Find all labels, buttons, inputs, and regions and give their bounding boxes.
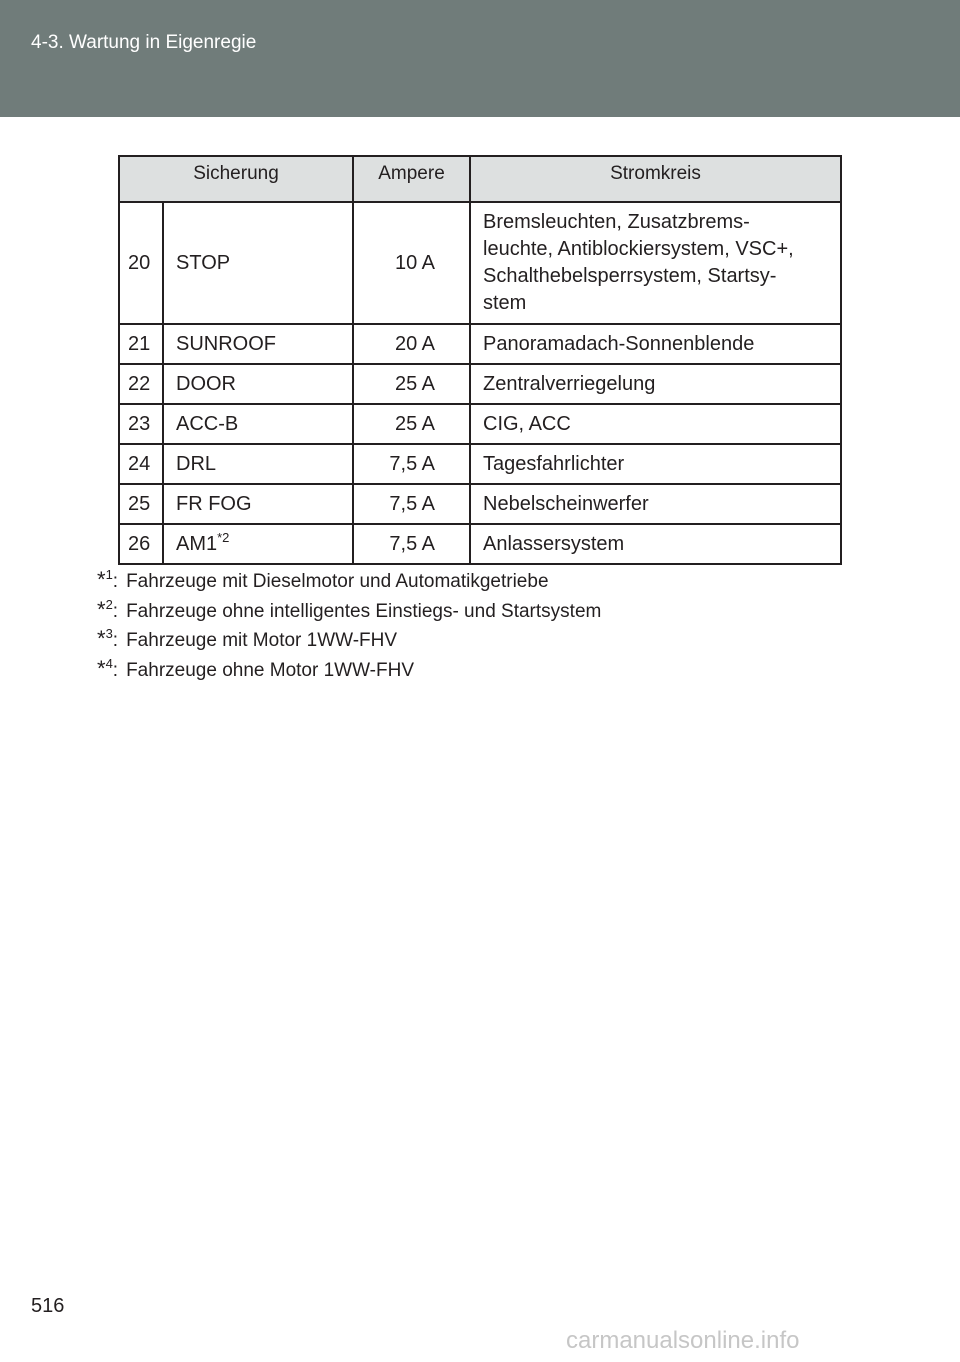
footnotes — [97, 566, 601, 684]
fuse-ampere: 7,5 A — [353, 484, 470, 524]
fuse-number: 21 — [119, 324, 163, 364]
footnote-colon: : — [112, 659, 119, 681]
fuse-name-text: DRL — [176, 452, 217, 475]
footnote-number: 2 — [105, 596, 113, 612]
fuse-ampere: 25 A — [353, 364, 470, 404]
watermark: carmanualsonline.info — [566, 1327, 800, 1354]
fuse-name-text: FR FOG — [176, 492, 252, 515]
fuse-number: 25 — [119, 484, 163, 524]
footnote-colon: : — [112, 571, 119, 592]
fuse-number: 26 — [119, 524, 163, 564]
table-row — [119, 202, 841, 324]
fuse-name — [163, 404, 353, 444]
fuse-circuit: Bremsleuchten, Zusatzbrems- leuchte, Antiblockiersystem, VSC+, Schalthebelsperrsystem, Startsy- stem — [470, 202, 841, 324]
table-header-row — [119, 156, 841, 202]
column-header-ampere: Ampere — [353, 156, 470, 202]
fuse-name-text: DOOR — [176, 372, 236, 395]
footnote-text: Fahrzeuge ohne Motor 1WW-FHV — [126, 659, 415, 681]
fuse-circuit: Nebelscheinwerfer — [470, 484, 841, 524]
footnote — [97, 625, 601, 655]
footnote-reference: *2 — [217, 529, 230, 545]
fuse-name — [163, 484, 353, 524]
fuse-ampere: 20 A — [353, 324, 470, 364]
table-row — [119, 364, 841, 404]
fuse-number: 23 — [119, 404, 163, 444]
footnote — [97, 566, 601, 596]
footnote-text: Fahrzeuge ohne intelligentes Einstiegs- und Startsystem — [126, 600, 602, 622]
footnote-number: 4 — [105, 655, 113, 671]
fuse-number: 24 — [119, 444, 163, 484]
fuse-ampere: 7,5 A — [353, 444, 470, 484]
table-row — [119, 484, 841, 524]
fuse-name — [163, 202, 353, 324]
fuse-circuit: Panoramadach-Sonnenblende — [470, 324, 841, 364]
fuse-name — [163, 324, 353, 364]
fuse-number: 22 — [119, 364, 163, 404]
footnote-colon: : — [112, 600, 119, 622]
page-header — [0, 0, 960, 117]
fuse-circuit: CIG, ACC — [470, 404, 841, 444]
table-row — [119, 444, 841, 484]
section-title: 4-3. Wartung in Eigenregie — [31, 32, 257, 53]
footnote-text: Fahrzeuge mit Motor 1WW-FHV — [126, 630, 398, 651]
fuse-name-text: ACC-B — [176, 412, 239, 435]
footnote-asterisk: * — [97, 567, 106, 592]
fuse-ampere: 7,5 A — [353, 524, 470, 564]
table-row — [119, 324, 841, 364]
footnote-asterisk: * — [97, 626, 106, 651]
column-header-fuse: Sicherung — [119, 156, 353, 202]
footnote — [97, 596, 601, 626]
table-row — [119, 404, 841, 444]
fuse-name — [163, 524, 353, 564]
table-row — [119, 524, 841, 564]
column-header-circuit: Stromkreis — [470, 156, 841, 202]
footnote-number: 3 — [105, 626, 113, 641]
footnote — [97, 655, 601, 685]
footnote-text: Fahrzeuge mit Dieselmotor und Automatikgetriebe — [126, 571, 549, 592]
fuse-circuit: Zentralverriegelung — [470, 364, 841, 404]
page-number: 516 — [31, 1295, 65, 1317]
fuse-ampere: 25 A — [353, 404, 470, 444]
fuse-table — [118, 155, 842, 565]
fuse-number: 20 — [119, 202, 163, 324]
fuse-name — [163, 364, 353, 404]
fuse-name-text: AM1 — [176, 532, 218, 555]
footnote-number: 1 — [105, 567, 113, 582]
fuse-circuit: Anlassersystem — [470, 524, 841, 564]
fuse-name-text: STOP — [176, 251, 231, 274]
fuse-ampere: 10 A — [353, 202, 470, 324]
footnote-asterisk: * — [97, 596, 106, 622]
footnote-colon: : — [112, 630, 119, 651]
fuse-name-text: SUNROOF — [176, 332, 276, 355]
fuse-circuit: Tagesfahrlichter — [470, 444, 841, 484]
fuse-name — [163, 444, 353, 484]
footnote-asterisk: * — [97, 655, 106, 681]
